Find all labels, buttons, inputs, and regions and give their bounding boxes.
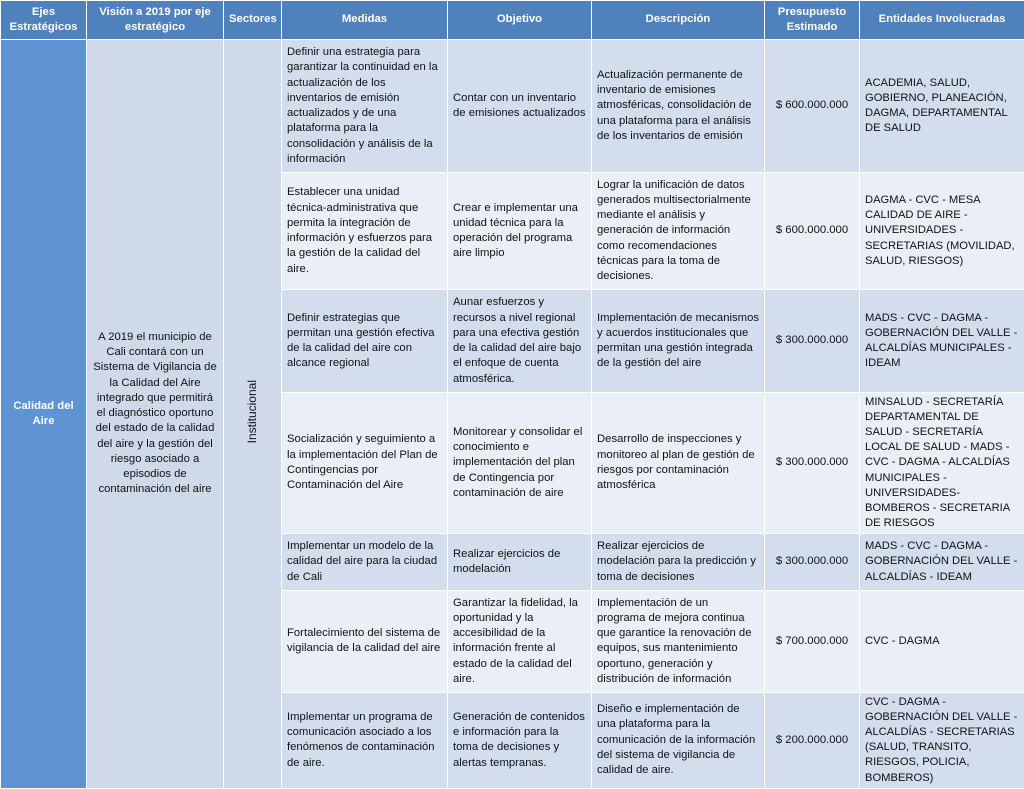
header-ejes: Ejes Estratégicos	[1, 1, 87, 40]
sector-cell	[224, 40, 282, 789]
sector-label: Institucional	[244, 380, 260, 443]
entidades-cell: MADS - CVC - DAGMA - GOBERNACIÓN DEL VALLE - ALCALDÍAS MUNICIPALES - IDEAM	[860, 290, 1024, 393]
medida-cell: Definir estrategias que permitan una gestión efectiva de la calidad del aire con alcance regional	[282, 290, 448, 393]
medida-cell: Establecer una unidad técnica-administrativa que permita la integración de información y esfuerzos para la gestión de la calidad del aire.	[282, 173, 448, 290]
objetivo-cell: Crear e implementar una unidad técnica para la operación del programa aire limpio	[448, 173, 592, 290]
objetivo-cell: Realizar ejercicios de modelación	[448, 533, 592, 590]
header-medidas: Medidas	[282, 1, 448, 40]
descripcion-cell: Actualización permanente de inventario de emisiones atmosféricas, consolidación de una plataforma para el análisis de los inventarios de emisión	[592, 40, 765, 173]
descripcion-cell: Implementación de un programa de mejora continua que garantice la renovación de equipos, sus mantenimiento oportuno, generación y distribución de información	[592, 590, 765, 692]
vision-cell: A 2019 el municipio de Cali contará con un Sistema de Vigilancia de la Calidad del Aire integrado que permitirá el diagnóstico oportuno del estado de la calidad del aire y la gestión del riesgo asociado a episodios de contaminación del aire	[87, 40, 224, 789]
medida-cell: Socialización y seguimiento a la implementación del Plan de Contingencias por Contaminación del Aire	[282, 393, 448, 534]
entidades-cell: CVC - DAGMA	[860, 590, 1024, 692]
presupuesto-cell: $ 200.000.000	[765, 692, 860, 788]
objetivo-cell: Generación de contenidos e información para la toma de decisiones y alertas tempranas.	[448, 692, 592, 788]
objetivo-cell: Contar con un inventario de emisiones actualizados	[448, 40, 592, 173]
entidades-cell: ACADEMIA, SALUD, GOBIERNO, PLANEACIÓN, DAGMA, DEPARTAMENTAL DE SALUD	[860, 40, 1024, 173]
descripcion-cell: Desarrollo de inspecciones y monitoreo al plan de gestión de riesgos por contaminación atmosférica	[592, 393, 765, 534]
eje-cell: Calidad del Aire	[1, 40, 87, 789]
header-descripcion: Descripción	[592, 1, 765, 40]
presupuesto-cell: $ 600.000.000	[765, 173, 860, 290]
descripcion-cell: Implementación de mecanismos y acuerdos institucionales que permitan una gestión integrada de la gestión del aire	[592, 290, 765, 393]
presupuesto-cell: $ 700.000.000	[765, 590, 860, 692]
medida-cell: Implementar un programa de comunicación asociado a los fenómenos de contaminación de aire.	[282, 692, 448, 788]
header-vision: Visión a 2019 por eje estratégico	[87, 1, 224, 40]
header-entidades: Entidades Involucradas	[860, 1, 1024, 40]
header-objetivo: Objetivo	[448, 1, 592, 40]
entidades-cell: MINSALUD - SECRETARÍA DEPARTAMENTAL DE SALUD - SECRETARÍA LOCAL DE SALUD - MADS - CVC - DAGMA - ALCALDÍAS MUNICIPALES - UNIVERSIDADES- BOMBEROS - SECRETARIA DE RIESGOS	[860, 393, 1024, 534]
header-sectores: Sectores	[224, 1, 282, 40]
entidades-cell: DAGMA - CVC - MESA CALIDAD DE AIRE - UNIVERSIDADES - SECRETARIAS (MOVILIDAD, SALUD, RIESGOS)	[860, 173, 1024, 290]
medida-cell: Definir una estrategia para garantizar la continuidad en la actualización de los inventarios de emisión actualizados y de una plataforma para la consolidación y análisis de la información	[282, 40, 448, 173]
objetivo-cell: Garantizar la fidelidad, la oportunidad y la accesibilidad de la información frente al estado de la calidad del aire.	[448, 590, 592, 692]
medida-cell: Implementar un modelo de la calidad del aire para la ciudad de Cali	[282, 533, 448, 590]
descripcion-cell: Diseño e implementación de una plataforma para la comunicación de la información del sistema de vigilancia de calidad de aire.	[592, 692, 765, 788]
table-row	[1, 40, 1024, 173]
presupuesto-cell: $ 600.000.000	[765, 40, 860, 173]
presupuesto-cell: $ 300.000.000	[765, 290, 860, 393]
presupuesto-cell: $ 300.000.000	[765, 533, 860, 590]
header-presupuesto: Presupuesto Estimado	[765, 1, 860, 40]
presupuesto-cell: $ 300.000.000	[765, 393, 860, 534]
medida-cell: Fortalecimiento del sistema de vigilancia de la calidad del aire	[282, 590, 448, 692]
header-row	[1, 1, 1024, 40]
objetivo-cell: Aunar esfuerzos y recursos a nivel regional para una efectiva gestión de la calidad del aire bajo el enfoque de cuenta atmosférica.	[448, 290, 592, 393]
entidades-cell: CVC - DAGMA - GOBERNACIÓN DEL VALLE - ALCALDÍAS - SECRETARIAS (SALUD, TRANSITO, RIESGOS, POLICIA, BOMBEROS)	[860, 692, 1024, 788]
descripcion-cell: Lograr la unificación de datos generados multisectorialmente mediante el análisis y generación de información como recomendaciones técnicas para la toma de decisiones.	[592, 173, 765, 290]
objetivo-cell: Monitorear y consolidar el conocimiento e implementación del plan de Contingencia por contaminación de aire	[448, 393, 592, 534]
descripcion-cell: Realizar ejercicios de modelación para la predicción y toma de decisiones	[592, 533, 765, 590]
entidades-cell: MADS - CVC - DAGMA - GOBERNACIÓN DEL VALLE - ALCALDÍAS - IDEAM	[860, 533, 1024, 590]
